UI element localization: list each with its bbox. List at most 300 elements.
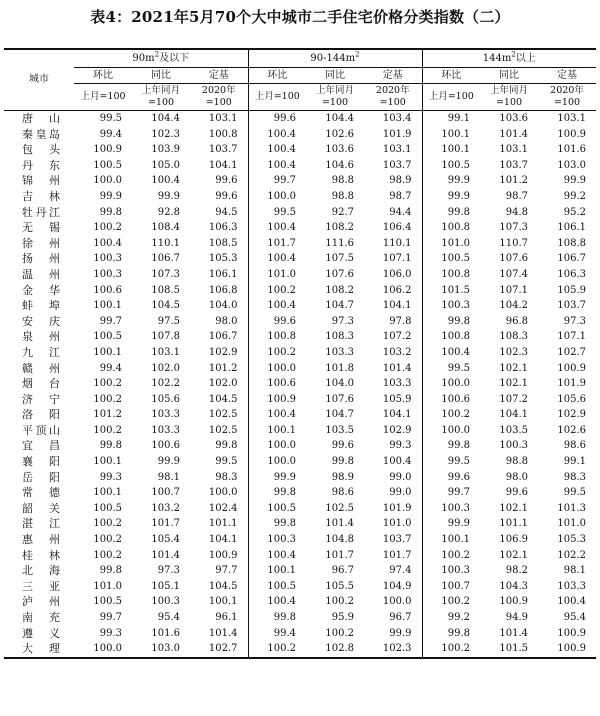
table-row: [4, 454, 596, 470]
index-value: 100.3: [441, 565, 470, 577]
index-value: 100.2: [441, 409, 470, 421]
index-value: 100.3: [441, 502, 470, 514]
table-row: [4, 251, 596, 267]
index-value: 101.2: [190, 361, 248, 377]
index-value: 102.3: [364, 641, 422, 658]
city-name: 泸州: [22, 595, 60, 609]
city-name: 洛阳: [22, 408, 60, 422]
table-row: [4, 532, 596, 548]
index-value: 103.9: [151, 144, 180, 156]
index-value: 104.1: [190, 532, 248, 548]
index-value: 92.8: [157, 206, 180, 218]
index-value: 105.0: [151, 159, 180, 171]
index-value: 99.9: [447, 175, 470, 187]
index-value: 99.9: [99, 190, 122, 202]
index-value: 99.6: [505, 487, 528, 499]
index-value: 103.5: [499, 424, 528, 436]
index-value: 96.8: [505, 315, 528, 327]
index-value: 97.5: [157, 315, 180, 327]
index-value: 100.9: [267, 393, 296, 405]
index-value: 98.6: [563, 440, 587, 452]
group-header-large: $144m^2$以上: [422, 49, 596, 68]
table-row: [4, 283, 596, 299]
index-value: 103.5: [325, 424, 354, 436]
index-value: 99.8: [273, 612, 296, 623]
index-value: 96.7: [364, 610, 422, 626]
index-value: 104.1: [190, 158, 248, 174]
base-period-label: 2020年=100: [364, 84, 422, 111]
index-value: 99.1: [447, 113, 470, 124]
index-value: 101.0: [364, 516, 422, 532]
index-value: 99.5: [273, 206, 296, 218]
city-name: 蚌埠: [22, 299, 60, 313]
index-value: 100.3: [499, 440, 528, 452]
index-value: 100.6: [93, 284, 122, 296]
table-row: [4, 423, 596, 439]
subheader-fixed-base: 定基: [190, 68, 248, 84]
index-value: 99.7: [99, 612, 122, 623]
table-row: [4, 563, 596, 579]
index-value: 104.1: [364, 407, 422, 423]
index-value: 99.4: [99, 362, 122, 374]
index-value: 110.7: [499, 237, 528, 249]
index-value: 98.0: [505, 471, 528, 483]
index-value: 98.6: [331, 487, 354, 499]
index-value: 101.5: [441, 284, 470, 296]
index-value: 98.3: [190, 470, 248, 486]
index-value: 100.1: [93, 300, 122, 312]
index-value: 100.6: [267, 378, 296, 390]
index-value: 99.2: [447, 612, 470, 623]
index-value: 100.5: [93, 159, 122, 171]
index-value: 100.4: [93, 237, 122, 249]
index-value: 99.8: [447, 315, 470, 327]
index-value: 98.8: [331, 190, 354, 202]
index-value: 102.9: [190, 345, 248, 361]
index-value: 104.6: [325, 159, 354, 171]
subheader-yoy: 同比: [480, 68, 538, 84]
city-name: 北海: [22, 564, 60, 578]
index-value: 99.0: [364, 485, 422, 501]
city-name: 牡丹江: [22, 205, 60, 219]
index-value: 101.1: [499, 518, 528, 530]
index-value: 100.2: [248, 641, 306, 658]
city-name: 湛江: [22, 517, 60, 531]
index-value: 100.4: [151, 175, 180, 187]
index-value: 103.6: [325, 144, 354, 156]
table-row: [4, 220, 596, 236]
index-value: 100.5: [441, 253, 470, 265]
subheader-fixed-base: 定基: [538, 68, 596, 84]
index-value: 99.8: [447, 440, 470, 452]
index-value: 103.3: [557, 580, 587, 592]
index-value: 99.8: [273, 487, 296, 499]
index-value: 99.8: [331, 456, 354, 468]
index-value: 100.9: [557, 362, 587, 374]
index-value: 97.4: [364, 563, 422, 579]
index-value: 108.2: [325, 284, 354, 296]
index-value: 100.0: [441, 378, 470, 390]
index-value: 102.1: [499, 549, 528, 561]
index-value: 100.4: [441, 346, 470, 358]
index-value: 102.2: [151, 378, 180, 390]
index-value: 101.0: [267, 268, 296, 280]
index-value: 92.7: [331, 206, 354, 218]
index-value: 107.1: [499, 284, 528, 296]
index-value: 104.2: [499, 300, 528, 312]
city-name: 包头: [22, 143, 60, 157]
index-value: 98.9: [331, 471, 354, 483]
index-value: 100.4: [267, 549, 296, 561]
index-value: 99.5: [447, 362, 470, 374]
table-row: [4, 610, 596, 626]
index-value: 100.2: [93, 549, 122, 561]
city-name: 徐州: [22, 236, 60, 250]
index-value: 99.9: [157, 190, 180, 202]
index-value: 101.4: [151, 549, 180, 561]
index-value: 100.4: [267, 144, 296, 156]
index-value: 100.0: [441, 424, 470, 436]
table-row: [4, 111, 596, 127]
index-value: 107.3: [151, 268, 180, 280]
index-value: 100.8: [441, 268, 470, 280]
index-value: 102.6: [557, 424, 587, 436]
index-value: 94.9: [505, 612, 528, 623]
index-value: 104.7: [325, 300, 354, 312]
index-value: 101.4: [190, 626, 248, 642]
index-value: 100.2: [93, 222, 122, 234]
index-value: 98.3: [563, 471, 587, 483]
table-row: [4, 470, 596, 486]
index-value: 105.4: [151, 534, 180, 546]
index-value: 99.7: [273, 175, 296, 187]
index-value: 100.5: [93, 331, 122, 343]
index-value: 103.7: [190, 142, 248, 158]
index-value: 99.8: [273, 518, 296, 530]
group-header-small: $90m^2$及以下: [74, 49, 248, 68]
city-name: 秦皇岛: [22, 127, 60, 141]
index-value: 107.8: [151, 331, 180, 343]
index-value: 102.6: [325, 128, 354, 140]
index-value: 103.3: [325, 346, 354, 358]
index-value: 104.4: [325, 113, 354, 124]
index-value: 100.8: [190, 127, 248, 143]
group-header-medium: $90-144m^2$: [248, 49, 422, 68]
table-row: [4, 361, 596, 377]
index-value: 104.3: [499, 580, 528, 592]
index-value: 106.8: [190, 283, 248, 299]
index-value: 105.9: [364, 392, 422, 408]
index-value: 102.1: [499, 362, 528, 374]
index-value: 98.7: [505, 190, 528, 202]
index-value: 103.7: [364, 158, 422, 174]
index-value: 97.8: [364, 314, 422, 330]
index-value: 103.4: [364, 111, 422, 127]
city-name: 襄阳: [22, 455, 60, 469]
index-value: 100.9: [557, 128, 587, 140]
subheader-mom: 环比: [422, 68, 480, 84]
index-value: 107.3: [499, 222, 528, 234]
index-value: 100.4: [364, 454, 422, 470]
index-value: 103.3: [151, 424, 180, 436]
index-value: 100.2: [441, 596, 470, 608]
index-value: 101.1: [190, 516, 248, 532]
index-value: 100.3: [267, 534, 296, 546]
index-value: 103.7: [364, 532, 422, 548]
index-value: 103.3: [364, 376, 422, 392]
index-value: 100.2: [93, 378, 122, 390]
city-name: 无锡: [22, 221, 60, 235]
index-value: 103.3: [151, 409, 180, 421]
index-value: 106.4: [364, 220, 422, 236]
table-row: [4, 236, 596, 252]
index-value: 99.4: [273, 627, 296, 639]
index-value: 100.9: [190, 548, 248, 564]
index-value: 101.6: [557, 144, 587, 156]
index-value: 96.1: [190, 610, 248, 626]
table-row: [4, 127, 596, 143]
table-row: [4, 205, 596, 221]
city-name: 桂林: [22, 548, 60, 562]
city-name: 金华: [22, 283, 60, 297]
index-value: 100.6: [441, 393, 470, 405]
index-value: 102.9: [364, 423, 422, 439]
index-value: 99.0: [364, 470, 422, 486]
index-value: 99.2: [563, 190, 587, 202]
index-value: 107.6: [325, 393, 354, 405]
city-name: 泉州: [22, 330, 60, 344]
index-value: 98.1: [157, 471, 180, 483]
index-value: 100.1: [93, 456, 122, 468]
table-row: [4, 407, 596, 423]
city-name: 济宁: [22, 392, 60, 406]
index-value: 102.7: [190, 641, 248, 658]
index-value: 100.9: [538, 641, 596, 658]
city-name: 唐山: [22, 112, 60, 125]
index-value: 101.6: [151, 627, 180, 639]
index-value: 101.4: [499, 627, 528, 639]
index-value: 100.1: [441, 534, 470, 546]
index-value: 102.0: [190, 376, 248, 392]
index-value: 95.4: [563, 612, 587, 623]
subheader-mom: 环比: [74, 68, 132, 84]
index-value: 99.7: [99, 315, 122, 327]
table-row: [4, 314, 596, 330]
index-value: 107.5: [325, 253, 354, 265]
table-row: [4, 142, 596, 158]
index-value: 100.9: [557, 627, 587, 639]
index-value: 102.5: [190, 407, 248, 423]
price-index-table: [4, 48, 596, 659]
index-value: 108.4: [151, 222, 180, 234]
city-name: 韶关: [22, 501, 60, 515]
index-value: 107.1: [364, 251, 422, 267]
index-value: 99.6: [273, 113, 296, 124]
index-value: 108.3: [499, 331, 528, 343]
index-value: 99.6: [331, 440, 354, 452]
index-value: 100.3: [151, 596, 180, 608]
index-value: 95.4: [157, 612, 180, 623]
index-value: 97.3: [331, 315, 354, 327]
index-value: 100.2: [422, 641, 480, 658]
index-value: 94.8: [505, 206, 528, 218]
index-value: 105.6: [151, 393, 180, 405]
index-value: 104.9: [364, 579, 422, 595]
index-value: 100.7: [151, 487, 180, 499]
index-value: 99.8: [190, 438, 248, 454]
index-value: 102.0: [151, 362, 180, 374]
index-value: 100.4: [267, 300, 296, 312]
index-value: 100.5: [93, 502, 122, 514]
index-value: 100.0: [267, 362, 296, 374]
index-value: 106.0: [364, 267, 422, 283]
city-name: 九江: [22, 345, 60, 359]
index-value: 102.1: [499, 378, 528, 390]
table-row: [4, 485, 596, 501]
index-value: 106.1: [557, 222, 587, 234]
index-value: 100.5: [267, 580, 296, 592]
index-value: 101.2: [93, 409, 122, 421]
index-value: 100.4: [267, 596, 296, 608]
index-value: 99.8: [447, 627, 470, 639]
index-value: 103.2: [364, 345, 422, 361]
index-value: 99.5: [563, 487, 587, 499]
index-value: 103.1: [364, 142, 422, 158]
index-value: 102.5: [325, 502, 354, 514]
index-value: 100.4: [267, 222, 296, 234]
index-value: 99.1: [563, 456, 587, 468]
index-value: 106.2: [364, 283, 422, 299]
index-value: 107.2: [499, 393, 528, 405]
index-value: 100.0: [74, 641, 132, 658]
index-value: 107.6: [499, 253, 528, 265]
index-value: 100.5: [267, 502, 296, 514]
city-name: 大理: [4, 641, 74, 658]
index-value: 99.6: [190, 173, 248, 189]
index-value: 100.2: [93, 534, 122, 546]
index-value: 100.5: [441, 159, 470, 171]
city-name: 惠州: [22, 533, 60, 547]
index-value: 102.7: [557, 346, 587, 358]
index-value: 100.0: [190, 485, 248, 501]
index-value: 99.9: [447, 190, 470, 202]
index-value: 104.7: [325, 409, 354, 421]
index-value: 101.0: [93, 580, 122, 592]
index-value: 100.4: [267, 128, 296, 140]
index-value: 107.4: [499, 268, 528, 280]
index-value: 98.1: [563, 565, 587, 577]
index-value: 100.2: [93, 424, 122, 436]
index-value: 103.2: [151, 502, 180, 514]
index-value: 104.0: [325, 378, 354, 390]
index-value: 102.9: [557, 409, 587, 421]
index-value: 101.2: [499, 175, 528, 187]
index-value: 111.6: [325, 237, 354, 249]
index-value: 101.8: [325, 362, 354, 374]
index-value: 100.4: [267, 409, 296, 421]
index-value: 104.5: [190, 579, 248, 595]
index-value: 106.7: [190, 329, 248, 345]
index-value: 103.6: [499, 113, 528, 124]
index-value: 100.2: [93, 518, 122, 530]
index-value: 98.8: [505, 456, 528, 468]
index-value: 103.7: [499, 159, 528, 171]
city-name: 锦州: [22, 174, 60, 188]
index-value: 100.2: [441, 549, 470, 561]
subheader-mom: 环比: [248, 68, 306, 84]
index-value: 108.8: [557, 237, 587, 249]
subheader-fixed-base: 定基: [364, 68, 422, 84]
index-value: 101.9: [364, 127, 422, 143]
index-value: 99.9: [364, 626, 422, 642]
base-period-label: 上月=100: [422, 84, 480, 111]
table-row: [4, 438, 596, 454]
index-value: 100.9: [499, 596, 528, 608]
index-value: 101.5: [480, 641, 538, 658]
base-period-label: 上年同月=100: [132, 84, 190, 111]
base-period-label: 上年同月=100: [480, 84, 538, 111]
index-value: 100.4: [557, 596, 587, 608]
index-value: 99.6: [447, 471, 470, 483]
index-value: 100.1: [93, 346, 122, 358]
index-value: 99.7: [447, 487, 470, 499]
index-value: 101.0: [441, 237, 470, 249]
index-value: 99.9: [563, 175, 587, 187]
index-value: 104.5: [151, 300, 180, 312]
table-row: [4, 267, 596, 283]
index-value: 99.8: [99, 206, 122, 218]
index-value: 105.9: [557, 284, 587, 296]
index-value: 100.1: [93, 487, 122, 499]
index-value: 106.1: [190, 267, 248, 283]
index-value: 105.3: [190, 251, 248, 267]
index-value: 103.0: [557, 159, 587, 171]
index-value: 101.9: [364, 501, 422, 517]
base-period-label: 上月=100: [74, 84, 132, 111]
index-value: 99.5: [99, 113, 122, 124]
index-value: 99.3: [99, 471, 122, 483]
index-value: 99.9: [447, 518, 470, 530]
table-row: [4, 189, 596, 205]
index-value: 102.2: [557, 549, 587, 561]
index-value: 106.3: [557, 268, 587, 280]
index-value: 97.7: [190, 563, 248, 579]
city-name: 吉林: [22, 189, 60, 203]
index-value: 103.1: [557, 113, 587, 124]
index-value: 103.1: [190, 111, 248, 127]
index-value: 104.5: [190, 392, 248, 408]
index-value: 100.3: [93, 253, 122, 265]
index-value: 102.8: [306, 641, 364, 658]
index-value: 110.1: [151, 237, 180, 249]
index-value: 100.2: [267, 284, 296, 296]
table-row: [4, 298, 596, 314]
index-value: 103.1: [499, 144, 528, 156]
index-value: 98.9: [364, 173, 422, 189]
index-value: 100.3: [93, 268, 122, 280]
index-value: 102.3: [499, 346, 528, 358]
index-value: 106.9: [499, 534, 528, 546]
index-value: 102.1: [499, 502, 528, 514]
index-value: 100.1: [190, 594, 248, 610]
index-value: 97.3: [563, 315, 587, 327]
city-name: 三亚: [22, 579, 60, 593]
index-value: 102.4: [190, 501, 248, 517]
index-value: 102.3: [151, 128, 180, 140]
index-value: 95.2: [563, 206, 587, 218]
city-name: 常德: [22, 486, 60, 500]
index-value: 104.1: [499, 409, 528, 421]
